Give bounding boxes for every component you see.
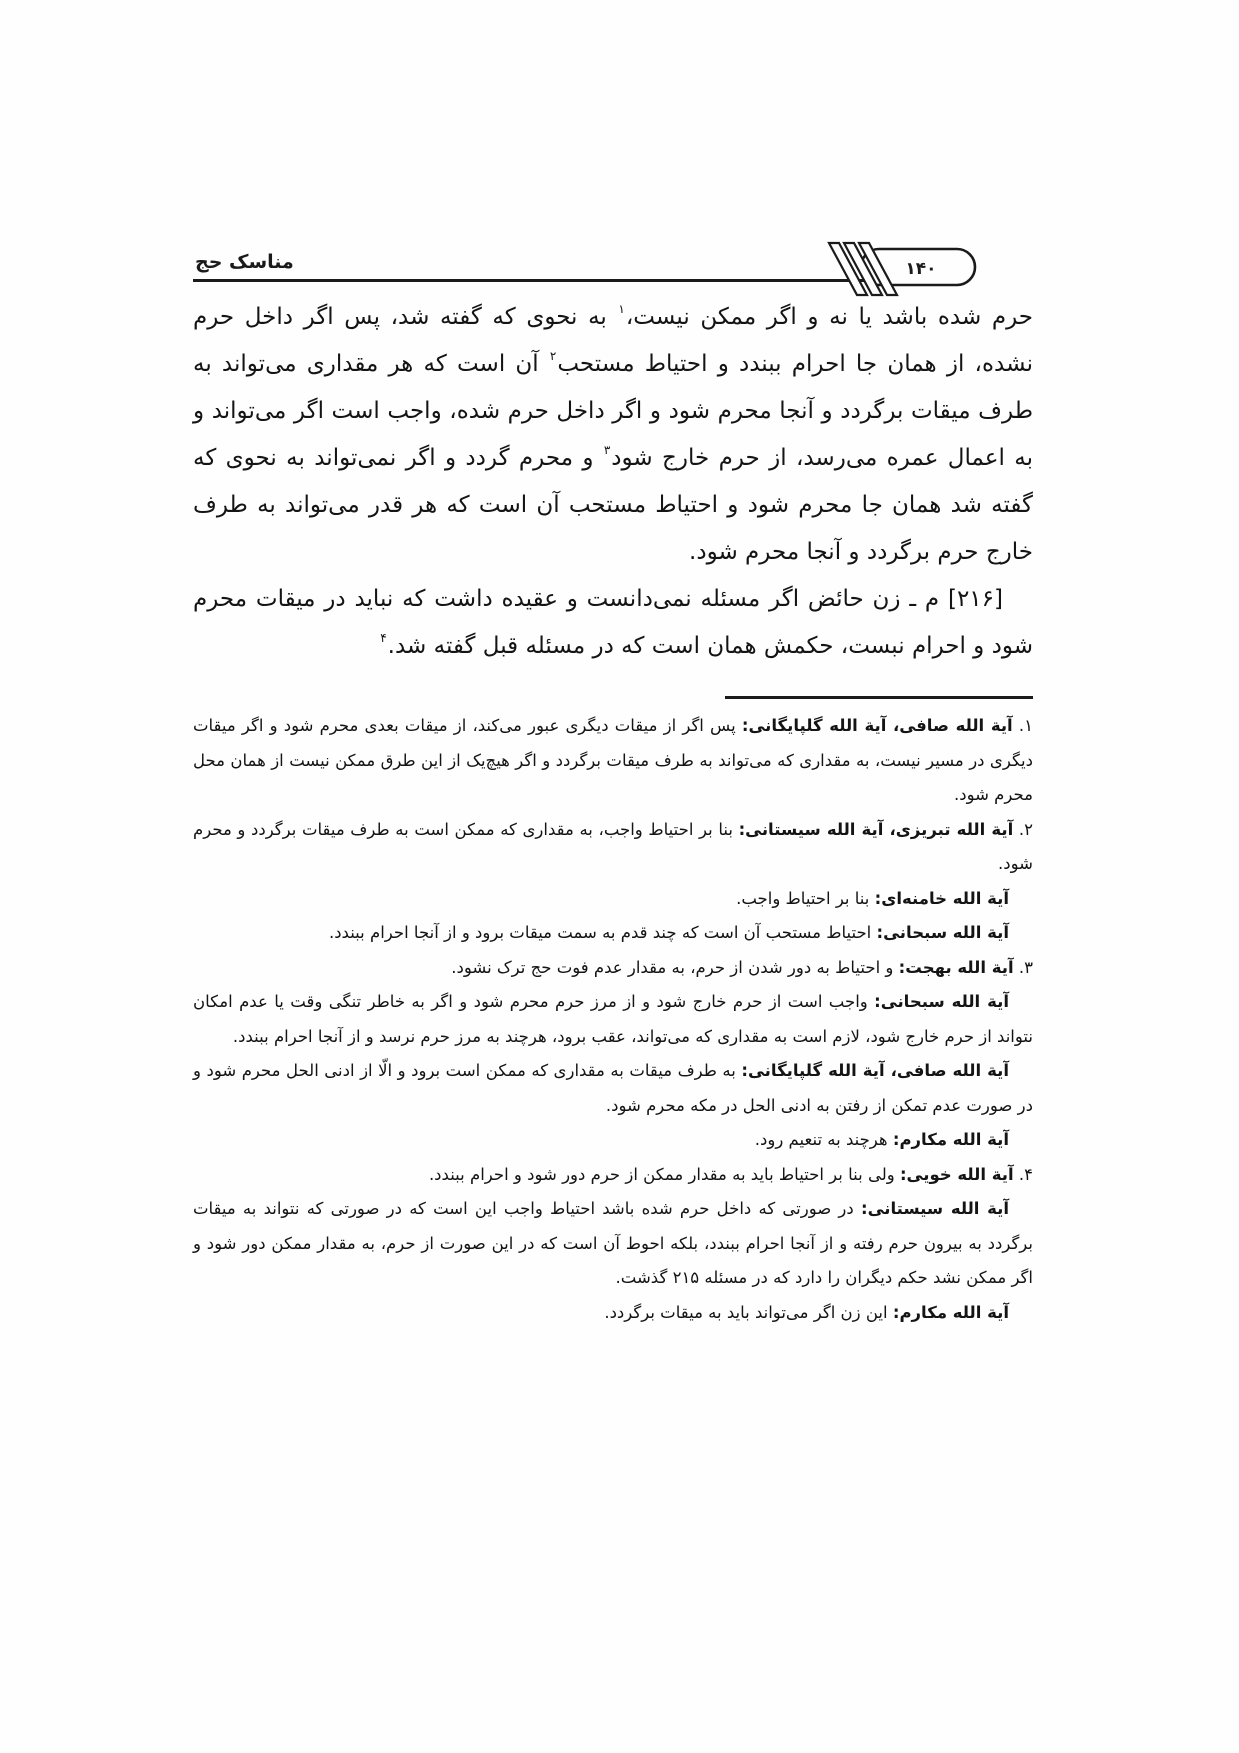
footnote: ۲. آیة الله تبریزی، آیة الله سیستانی: بنا بر احتیاط واجب، به مقداری که ممکن است به طرف میقات برگردد و محرم شود. [193,819,1033,873]
main-text [193,294,1033,670]
body-paragraph: حرم شده باشد یا نه و اگر ممکن نیست،$^۱$ به نحوی که گفته شد، پس اگر داخل حرم نشده، از همان جا احرام ببندد و احتیاط مستحب$^۲$ آن است که هر مقداری می‌تواند به طرف میقات برگردد و آنجا محرم شود و اگر داخل حرم شده، واجب است اگر می‌تواند و به اعمال عمره می‌رسد، از حرم خارج شود$^۳$ و محرم گردد و اگر نمی‌تواند به نحوی که گفته شد همان جا محرم شود و احتیاط مستحب آن است که هر قدر می‌تواند به طرف خارج حرم برگردد و آنجا محرم شود. [193,302,1033,565]
header-rule [193,279,883,282]
marja-name: آیة الله صافی، آیة الله گلپایگانی: [741,716,1013,735]
page-header [193,234,1033,282]
marja-name: آیة الله مکارم: [892,1302,1009,1322]
footnote-number: ۱. [1012,716,1033,735]
footnote-sub-entry: آیة الله خامنه‌ای: بنا بر احتیاط واجب. [736,888,1009,908]
footnote-reference: ۴ [380,631,387,646]
marja-name: آیة الله خویی: [899,1164,1014,1184]
footnote-number: ۴. [1013,1164,1033,1184]
marja-name: آیة الله سبحانی: [876,923,1009,942]
footnote: ۴. آیة الله خویی: ولی بنا بر احتیاط باید به مقدار ممکن از حرم دور شود و احرام ببندد. [428,1164,1033,1184]
marja-name: آیة الله بهجت: [898,957,1014,977]
footnote-number: ۲. [1013,819,1033,839]
footnote-sub-entry: آیة الله مکارم: این زن اگر می‌تواند باید به میقات برگردد. [604,1302,1009,1322]
footnote-sub-entry: آیة الله صافی، آیة الله گلپایگانی: به طرف میقات به مقداری که ممکن است برود و الّا از ادنی الحل محرم شود و در صورت عدم تمکن از رفتن به ادنی الحل در مکه محرم شود. [193,1061,1033,1115]
footnote: ۱. آیة الله صافی، آیة الله گلپایگانی: پس اگر از میقات دیگری عبور می‌کند، از میقات بعدی محرم شود و اگر میقات دیگری در مسیر نیست، به مقداری که می‌تواند به طرف میقات برگردد و اگر هیچ‌یک از این طرق ممکن نیست از همان محل محرم شود. [193,716,1033,804]
marja-name: آیة الله سیستانی: [860,1199,1010,1218]
marja-name: آیة الله خامنه‌ای: [874,888,1009,908]
footnote-sub-entry: آیة الله مکارم: هرچند به تنعیم رود. [754,1130,1009,1149]
marja-name: آیة الله سبحانی: [874,992,1009,1011]
marja-name: آیة الله مکارم: [892,1130,1009,1149]
footnote-separator [725,696,1033,699]
footnote-sub-entry: آیة الله سبحانی: واجب است از حرم خارج شود و از مرز حرم محرم شود و اگر به خاطر تنگی وقت یا عدم امکان نتواند از حرم خارج شود، لازم است به مقداری که می‌تواند، عقب برود، هرچند به مرز حرم نرسد و از آنجا احرام ببندد. [193,992,1033,1046]
page-number-ornament [817,240,987,298]
footnote-number: ۳. [1013,957,1033,977]
page-number: ۱۴۰ [905,259,937,279]
footnote-reference: ۳ [603,443,611,458]
footnote-reference: ۱ [618,302,625,317]
footnote: ۳. آیة الله بهجت: و احتیاط به دور شدن از حرم، به مقدار عدم فوت حج ترک نشود. [451,957,1033,977]
marja-name: آیة الله تبریزی، آیة الله سیستانی: [738,819,1014,839]
page-number-ribbon-graphic [817,240,987,298]
footnotes [193,709,1033,1330]
footnote-sub-entry: آیة الله سبحانی: احتیاط مستحب آن است که چند قدم به سمت میقات برود و از آنجا احرام ببندد. [328,923,1009,942]
marja-name: آیة الله صافی، آیة الله گلپایگانی: [741,1061,1009,1080]
body-paragraph: [۲۱۶] م ـ زن حائض اگر مسئله نمی‌دانست و عقیده داشت که نباید در میقات محرم شود و احرام نبست، حکمش همان است که در مسئله قبل گفته شد.$^۴$ [193,586,1033,659]
footnote-sub-entry: آیة الله سیستانی: در صورتی که داخل حرم شده باشد احتیاط واجب این است که در صورتی که نتواند به میقات برگردد به بیرون حرم رفته و از آنجا احرام ببندد، بلکه احوط آن است که در این صورت از حرم، به مقدار ممکن دور شود و اگر ممکن نشد حکم دیگران را دارد که در مسئله ۲۱۵ گذشت. [193,1199,1033,1287]
book-title: مناسک حج [195,251,294,273]
footnote-reference: ۲ [549,349,557,364]
